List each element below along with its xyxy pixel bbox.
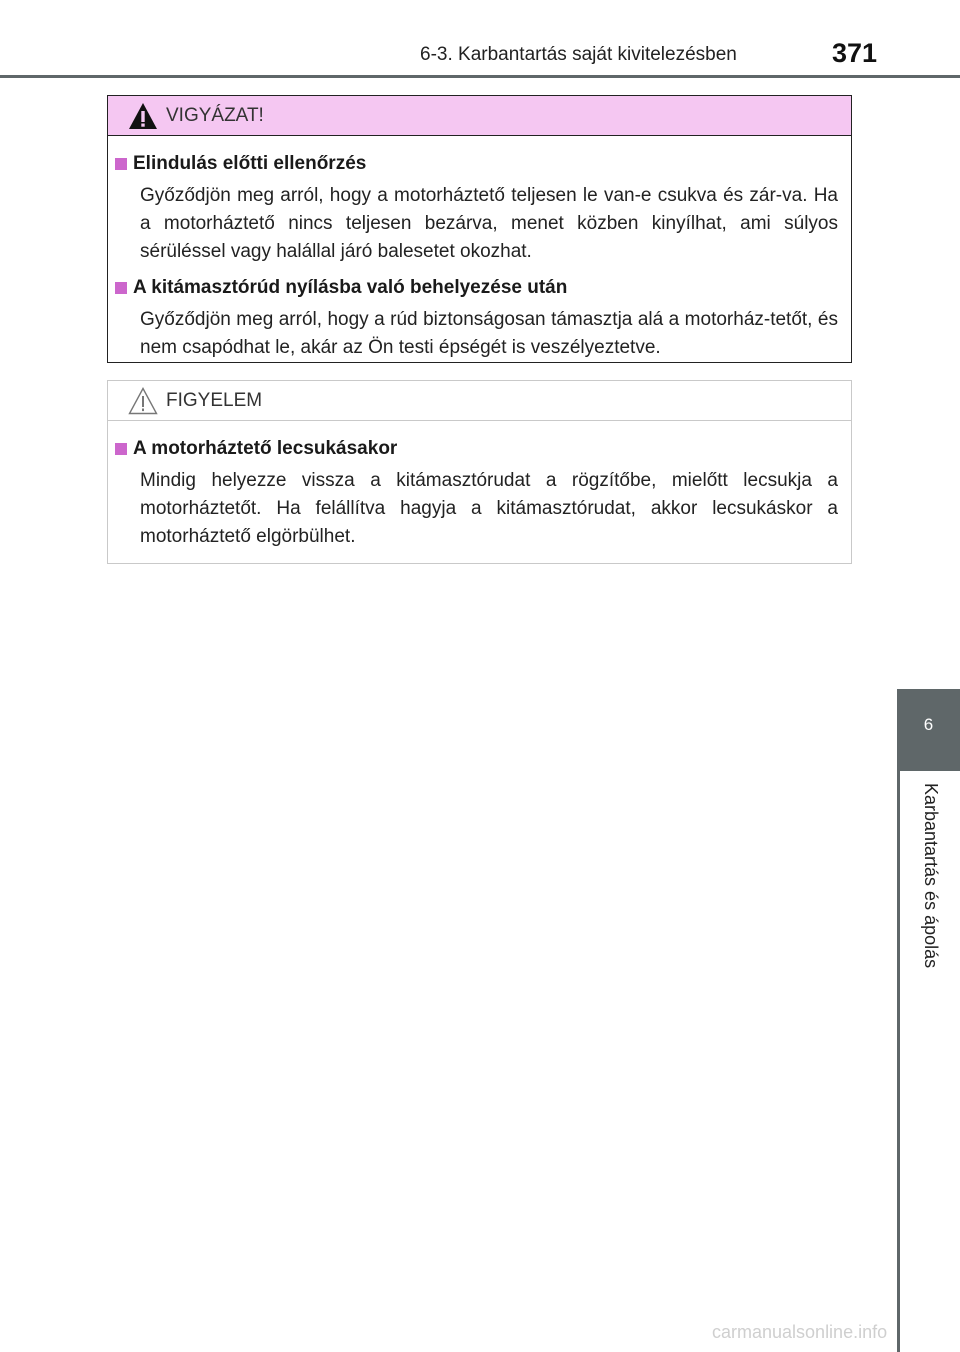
warning-item-heading bbox=[115, 152, 838, 176]
warning-body bbox=[108, 136, 851, 362]
caution-box-header bbox=[108, 381, 851, 421]
caution-triangle-icon bbox=[128, 387, 158, 415]
caution-item-heading-text: A motorháztető lecsukásakor bbox=[133, 438, 398, 459]
chapter-tab-line bbox=[897, 771, 900, 1352]
square-bullet-icon bbox=[115, 443, 127, 455]
warning-item-text: Győződjön meg arról, hogy a rúd biztonságosan támasztja alá a motorház-tetőt, és nem csapódhat le, akár az Ön testi épségét is veszélyeztetve. bbox=[140, 309, 838, 358]
chapter-label: Karbantartás és ápolás bbox=[921, 783, 941, 969]
warning-item-heading-text: A kitámasztórúd nyílásba való behelyezése után bbox=[133, 277, 568, 298]
page-number: 371 bbox=[832, 38, 878, 68]
chapter-tab bbox=[897, 689, 960, 771]
square-bullet-icon bbox=[115, 158, 127, 170]
caution-item-text: Mindig helyezze vissza a kitámasztórudat a rögzítőbe, mielőtt lecsukja a motorháztetőt. Ha felállítva hagyja a kitámasztórudat, akkor lecsukáskor a motorháztető elgörbülhet. bbox=[140, 470, 838, 547]
page-header-section: 6-3. Karbantartás saját kivitelezésben bbox=[420, 44, 737, 65]
warning-item-heading bbox=[115, 276, 838, 300]
caution-title: FIGYELEM bbox=[166, 390, 263, 411]
watermark: carmanualsonline.info bbox=[712, 1322, 888, 1342]
caution-body bbox=[108, 421, 851, 551]
warning-triangle-icon bbox=[128, 102, 158, 130]
chapter-number: 6 bbox=[923, 715, 934, 734]
warning-title: VIGYÁZAT! bbox=[166, 105, 264, 126]
square-bullet-icon bbox=[115, 282, 127, 294]
caution-item-heading bbox=[115, 437, 838, 461]
warning-item-text: Győződjön meg arról, hogy a motorháztető teljesen le van-e csukva és zár-va. Ha a motorháztető nincs teljesen bezárva, menet közben kinyílhat, ami súlyos sérüléssel vagy halállal járó balesetet okozhat. bbox=[140, 185, 838, 262]
warning-box bbox=[107, 95, 852, 363]
header-rule bbox=[0, 75, 960, 78]
warning-item-heading-text: Elindulás előtti ellenőrzés bbox=[133, 153, 367, 174]
warning-box-header bbox=[108, 96, 851, 136]
caution-box bbox=[107, 380, 852, 564]
